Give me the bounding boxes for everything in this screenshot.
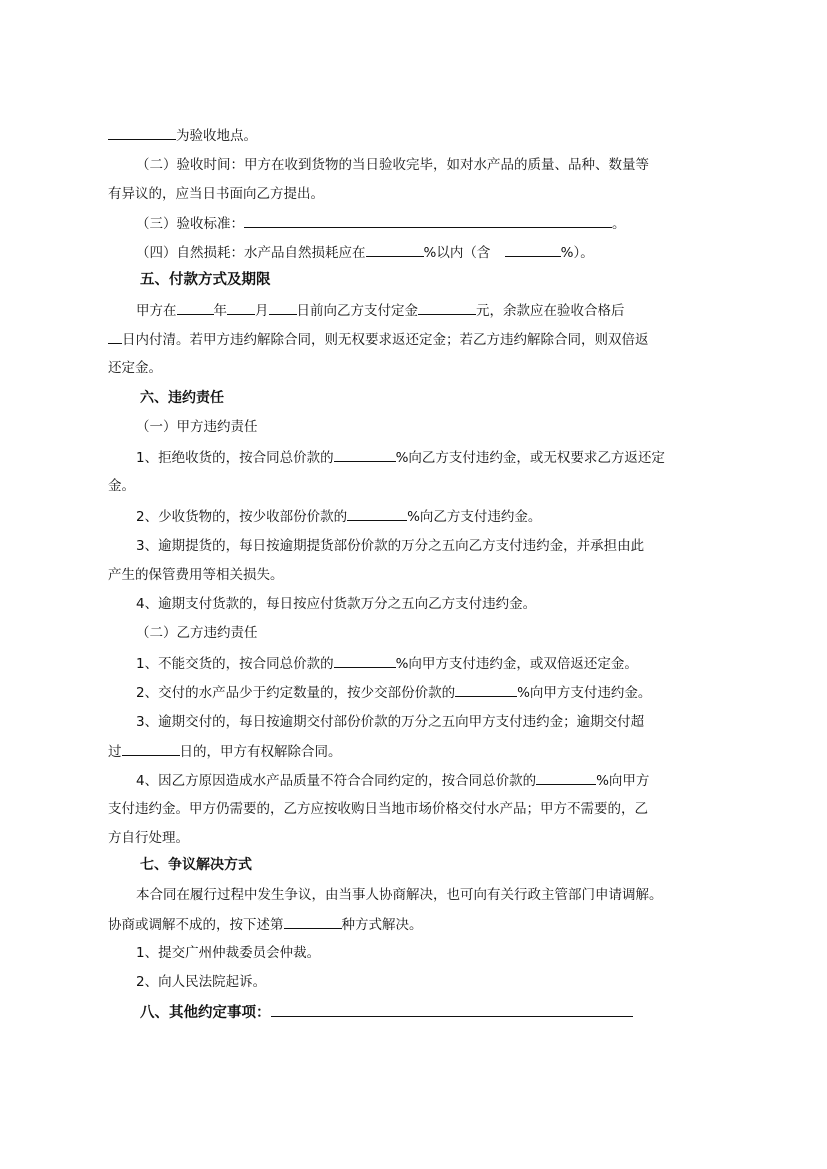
acceptance-time-line-2: 有异议的，应当日书面向乙方提出。 <box>108 186 324 202</box>
text: %向甲方 <box>596 773 650 789</box>
text: 。 <box>612 216 626 232</box>
section-heading-other <box>140 1001 633 1022</box>
dispute-line-1: 本合同在履行过程中发生争议，由当事人协商解决，也可向有关行政主管部门申请调解。 <box>136 887 663 903</box>
natural-loss-line <box>136 243 594 262</box>
text: （三）验收标准： <box>136 216 244 232</box>
blank-field <box>244 214 612 228</box>
blank-field <box>284 915 342 929</box>
acceptance-location-line <box>108 126 257 145</box>
dispute-option-1: 1、提交广州仲裁委员会仲裁。 <box>136 945 321 961</box>
blank-field <box>505 243 561 257</box>
party-a-item-2 <box>136 507 541 526</box>
blank-field <box>536 771 596 785</box>
text: 甲方在 <box>136 303 177 319</box>
text: 月 <box>255 303 269 319</box>
text: 种方式解决。 <box>341 917 423 933</box>
blank-field <box>334 654 396 668</box>
text: 2、交付的水产品少于约定数量的，按少交部份价款的 <box>136 685 456 701</box>
text: 日的，甲方有权解除合同。 <box>179 744 342 760</box>
party-a-item-3-cont: 产生的保管费用等相关损失。 <box>108 567 284 583</box>
section-heading-payment: 五、付款方式及期限 <box>140 272 271 288</box>
text: 元，余款应在验收合格后 <box>476 303 625 319</box>
blank-field <box>334 448 396 462</box>
text: 协商或调解不成的，按下述第 <box>108 917 284 933</box>
party-b-item-4-cont: 支付违约金。甲方仍需要的，乙方应按收购日当地市场价格交付水产品；甲方不需要的，乙 <box>108 801 648 817</box>
payment-line-2 <box>108 330 649 349</box>
party-a-item-3: 3、逾期提货的，每日按逾期提货部份价款的万分之五向乙方支付违约金，并承担由此 <box>136 538 645 554</box>
text: %向乙方支付违约金，或无权要求乙方返还定 <box>395 450 665 466</box>
blank-field <box>122 742 180 756</box>
text: 2、少收货物的，按少收部份价款的 <box>136 509 348 525</box>
text: （四）自然损耗：水产品自然损耗应在 <box>136 245 366 261</box>
party-b-item-3: 3、逾期交付的，每日按逾期交付部份价款的万分之五向甲方支付违约金；逾期交付超 <box>136 714 645 730</box>
blank-field <box>271 1001 633 1017</box>
text: 1、不能交货的，按合同总价款的 <box>136 656 334 672</box>
party-b-item-4 <box>136 771 649 790</box>
blank-field <box>366 243 424 257</box>
acceptance-standard-line <box>136 214 626 233</box>
text: 过 <box>108 744 122 760</box>
party-a-item-1-cont: 金。 <box>108 478 135 494</box>
text: %向甲方支付违约金。 <box>517 685 652 701</box>
dispute-line-2 <box>108 915 423 934</box>
party-a-item-1 <box>136 448 665 467</box>
text: %以内（含 <box>423 245 491 261</box>
text: 4、因乙方原因造成水产品质量不符合合同约定的，按合同总价款的 <box>136 773 537 789</box>
blank-field <box>418 301 476 315</box>
text: 八、其他约定事项： <box>140 1005 271 1021</box>
party-b-item-3-cont <box>108 742 342 761</box>
dispute-option-2: 2、向人民法院起诉。 <box>136 974 267 990</box>
blank-field <box>455 683 517 697</box>
section-heading-breach: 六、违约责任 <box>140 390 224 406</box>
payment-line-3: 还定金。 <box>108 360 162 376</box>
text: %向乙方支付违约金。 <box>407 509 542 525</box>
blank-field <box>227 301 255 315</box>
party-b-breach-title: （二）乙方违约责任 <box>136 625 258 641</box>
party-b-item-4-cont-2: 方自行处理。 <box>108 830 189 846</box>
party-b-item-1 <box>136 654 638 673</box>
blank-field <box>347 507 407 521</box>
party-a-breach-title: （一）甲方违约责任 <box>136 419 258 435</box>
text: 为验收地点。 <box>176 128 257 144</box>
blank-field <box>269 301 297 315</box>
blank-field <box>108 330 122 344</box>
text: 日内付清。若甲方违约解除合同，则无权要求返还定金；若乙方违约解除合同，则双倍返 <box>122 332 649 348</box>
text: 1、拒绝收货的，按合同总价款的 <box>136 450 334 466</box>
acceptance-time-line-1: （二）验收时间：甲方在收到货物的当日验收完毕，如对水产品的质量、品种、数量等 <box>136 157 649 173</box>
section-heading-dispute: 七、争议解决方式 <box>140 857 252 873</box>
text: %向甲方支付违约金，或双倍返还定金。 <box>395 656 638 672</box>
text: 年 <box>213 303 227 319</box>
blank-field <box>108 126 176 140</box>
party-b-item-2 <box>136 683 651 702</box>
payment-line-1 <box>136 301 625 320</box>
text: 日前向乙方支付定金 <box>296 303 418 319</box>
party-a-item-4: 4、逾期支付货款的，每日按应付货款万分之五向乙方支付违约金。 <box>136 596 537 612</box>
blank-field <box>177 301 214 315</box>
text: %）。 <box>560 245 594 261</box>
